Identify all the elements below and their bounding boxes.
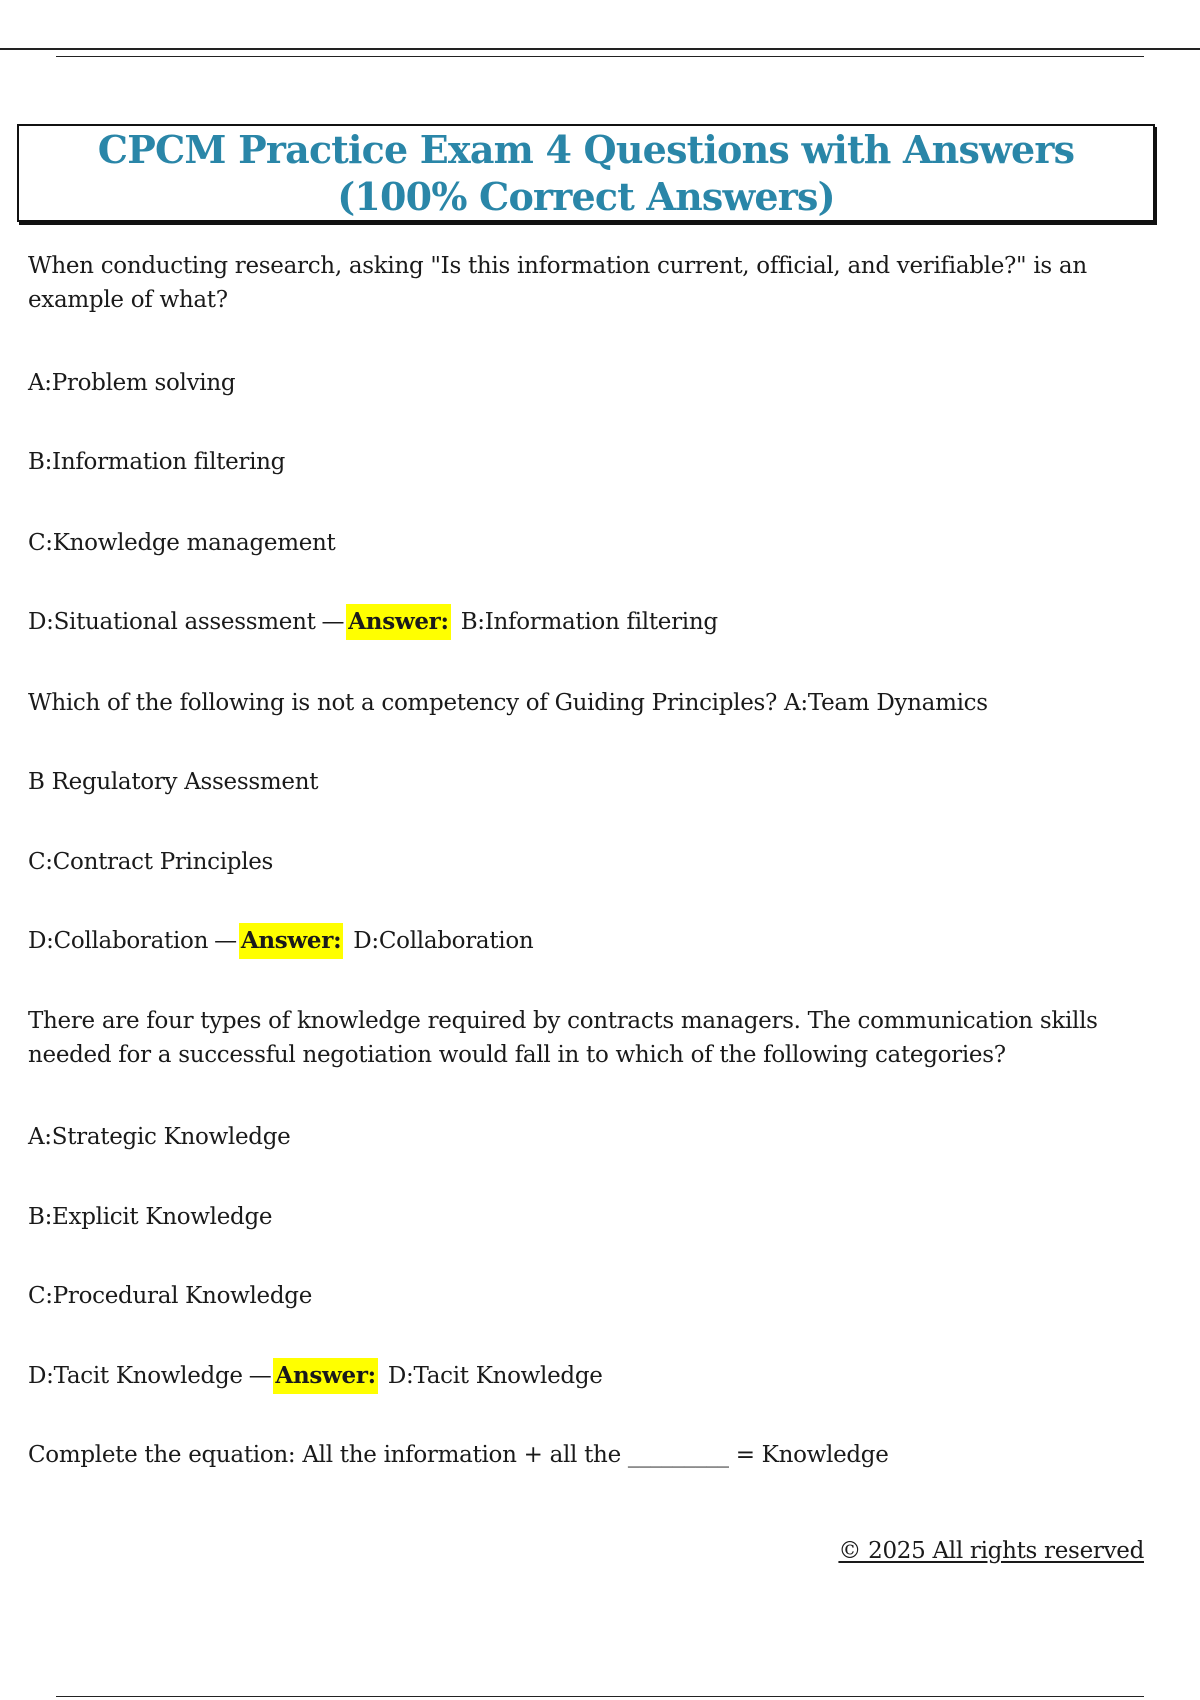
question-3-option-d: D:Tacit Knowledge (28, 1363, 243, 1389)
header-rule-bottom (56, 56, 1144, 57)
question-1-answer: B:Information filtering (460, 609, 718, 635)
answer-highlight-label: Answer: (346, 604, 450, 640)
question-1-answer-line (28, 605, 718, 639)
title-box (17, 124, 1155, 222)
question-3-text: There are four types of knowledge required by contracts managers. The communication skills needed for a successful negotiation would fall in to which of the following categories? (28, 1008, 1098, 1068)
answer-highlight-label: Answer: (239, 923, 343, 959)
question-2-answer-line (28, 924, 533, 958)
question-4-text: Complete the equation: All the information + all the _________ = Knowledge (28, 1442, 889, 1468)
question-2-option-c: C:Contract Principles (28, 849, 274, 875)
answer-highlight-label: Answer: (273, 1358, 377, 1394)
question-3-answer-line (28, 1359, 603, 1393)
document-title: CPCM Practice Exam 4 Questions with Answers (100% Correct Answers) (97, 127, 1075, 219)
question-3-option-c: C:Procedural Knowledge (28, 1283, 313, 1309)
header-rule-top (0, 48, 1200, 50)
question-3-option-a: A:Strategic Knowledge (28, 1124, 291, 1150)
question-2-option-b: B Regulatory Assessment (28, 769, 319, 795)
question-2-answer: D:Collaboration (353, 928, 534, 954)
question-2-text: Which of the following is not a competency of Guiding Principles? A:Team Dynamics (28, 690, 988, 716)
answer-dash: — (248, 1363, 272, 1389)
question-1-option-a: A:Problem solving (28, 370, 236, 396)
answer-dash: — (321, 609, 345, 635)
copyright-footer: © 2025 All rights reserved (838, 1538, 1144, 1564)
question-3-option-b: B:Explicit Knowledge (28, 1204, 273, 1230)
question-1-option-c: C:Knowledge management (28, 530, 336, 556)
answer-dash: — (214, 928, 237, 954)
question-1-text: When conducting research, asking "Is this information current, official, and verifiable?" is an example of what? (28, 253, 1087, 313)
question-2-option-d: D:Collaboration (28, 928, 209, 954)
question-1-option-b: B:Information filtering (28, 449, 286, 475)
question-3-answer: D:Tacit Knowledge (387, 1363, 603, 1389)
question-1-option-d: D:Situational assessment (28, 609, 316, 635)
footer-rule (56, 1696, 1144, 1697)
